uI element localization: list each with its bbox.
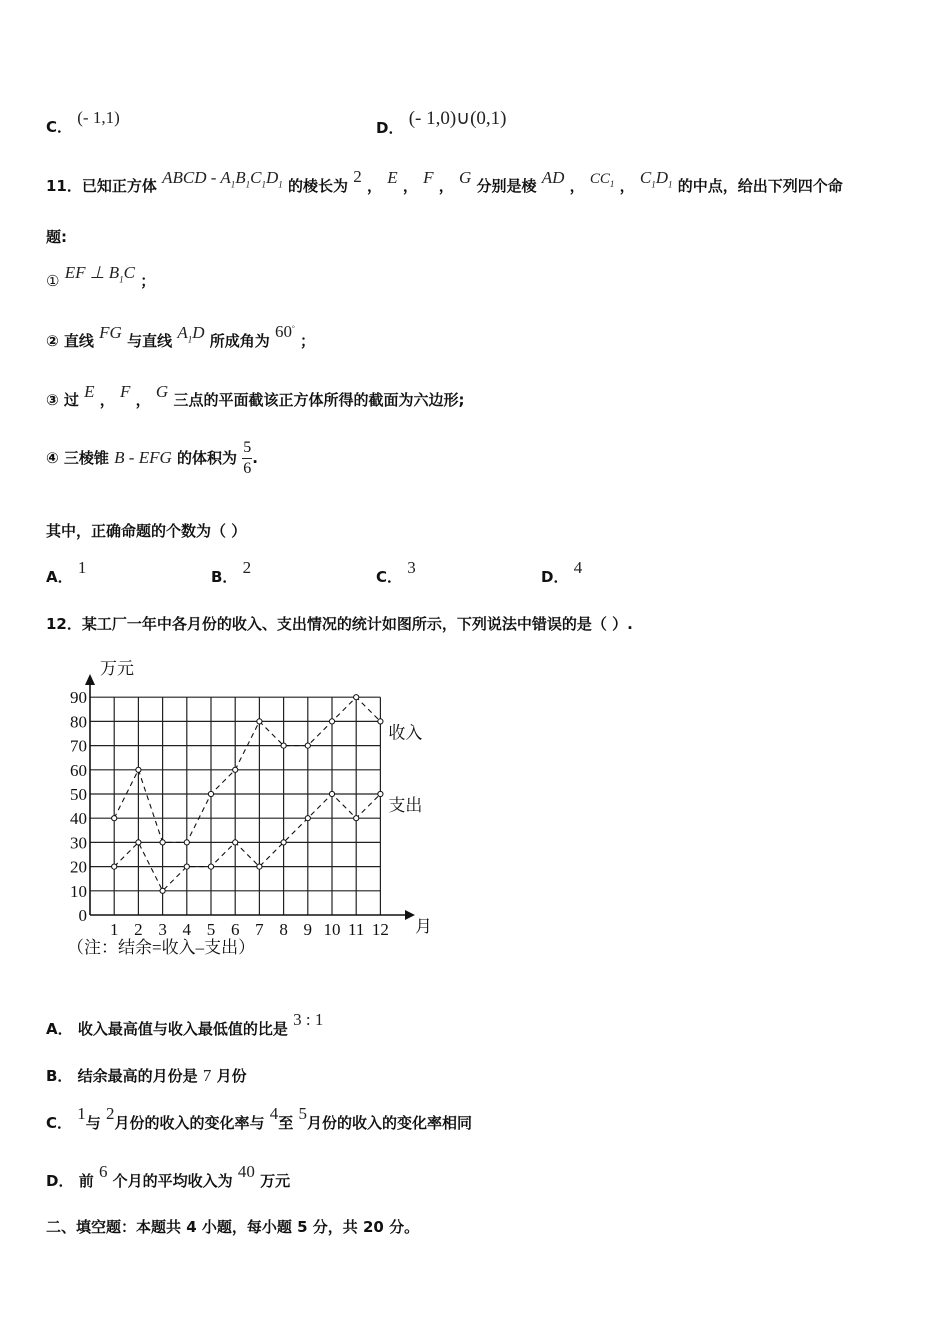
- proposition-2: [46, 322, 316, 352]
- proposition-expression: EF ⊥ $B_1C$: [64, 263, 135, 285]
- line-fg: FG: [99, 323, 122, 342]
- comma: ，: [619, 177, 635, 195]
- y-tick-label: 30: [70, 833, 87, 853]
- edge-c1d1: $C_1D_1$: [639, 168, 673, 190]
- section-heading: 二、填空题：本题共 4 小题，每小题 5 分，共 20 分。: [46, 1218, 420, 1236]
- y-tick-label: 10: [70, 881, 87, 901]
- pyramid-expression: B - EFG: [114, 448, 172, 467]
- data-point: [160, 888, 165, 893]
- data-point: [208, 791, 213, 796]
- y-tick-label: 40: [70, 809, 87, 829]
- chart-note: （注：结余=收入–支出）: [67, 938, 256, 957]
- option-value: 5: [298, 1104, 307, 1123]
- proposition-text: ④ 三棱锥: [46, 449, 109, 467]
- comma: ，: [135, 391, 151, 409]
- option-value: 2: [242, 558, 252, 577]
- stem-text: 的棱长为: [287, 177, 348, 195]
- data-point: [329, 791, 334, 796]
- line-a1d: $A_1D$: [177, 323, 205, 345]
- option-value: 40: [237, 1162, 255, 1181]
- proposition-3: [46, 382, 465, 410]
- proposition-4: [46, 438, 258, 479]
- data-point: [112, 816, 117, 821]
- q12-option-a[interactable]: [46, 1010, 324, 1039]
- volume-fraction: [242, 438, 252, 479]
- option-label: C．: [46, 118, 73, 136]
- data-point: [378, 791, 383, 796]
- option-text: 月份的收入的变化率与: [114, 1114, 265, 1132]
- data-point: [160, 840, 165, 845]
- option-value: 4: [269, 1104, 279, 1123]
- option-value: 6: [98, 1162, 108, 1181]
- option-text: 个月的平均收入为: [112, 1172, 233, 1190]
- proposition-1: [46, 263, 156, 292]
- cube-name: ABCD - $A_1B_1C_1D_1$: [162, 168, 283, 190]
- option-label: D．: [376, 119, 404, 137]
- option-label: A．: [46, 568, 73, 586]
- x-axis-title: 月: [415, 917, 432, 936]
- income-expense-chart: [55, 650, 445, 960]
- data-point: [233, 767, 238, 772]
- option-value: 7: [202, 1066, 212, 1085]
- x-tick-label: 7: [255, 920, 264, 939]
- data-point: [378, 719, 383, 724]
- x-tick-label: 1: [109, 920, 119, 939]
- option-text: 月份的收入的变化率相同: [307, 1114, 473, 1132]
- data-point: [354, 695, 359, 700]
- edge-cc1: $CC_1$: [589, 171, 615, 189]
- x-tick-label: 5: [206, 920, 216, 939]
- y-tick-label: 80: [70, 712, 87, 732]
- y-tick-label: 50: [70, 785, 87, 804]
- data-point: [112, 864, 117, 869]
- option-label: B．: [46, 1067, 73, 1085]
- data-point: [184, 864, 189, 869]
- point-g: G: [458, 168, 472, 187]
- x-tick-label: 10: [323, 920, 341, 939]
- option-value: 3: [407, 558, 416, 577]
- proposition-text: ② 直线: [46, 332, 94, 350]
- x-tick-label: 4: [182, 920, 192, 939]
- edge-ad: AD: [541, 168, 565, 187]
- option-label: D．: [541, 568, 569, 586]
- y-tick-label: 70: [70, 736, 87, 756]
- data-point: [136, 840, 141, 845]
- y-tick-label: 90: [70, 688, 87, 708]
- fraction-denominator: 6: [243, 460, 252, 477]
- point-g: G: [155, 382, 169, 401]
- point-f: F: [423, 168, 434, 187]
- q12-option-b[interactable]: [46, 1065, 247, 1086]
- option-text: 前: [78, 1172, 94, 1190]
- option-text: 至: [278, 1114, 294, 1132]
- q10-option-c[interactable]: [46, 108, 120, 137]
- q12-option-d[interactable]: [46, 1162, 291, 1191]
- option-label: C．: [46, 1114, 73, 1132]
- q11-stem-cont: 题:: [46, 228, 67, 246]
- option-label: A．: [46, 1020, 73, 1038]
- option-value: 4: [573, 558, 583, 577]
- comma: ，: [99, 391, 115, 409]
- y-tick-label: 20: [70, 857, 87, 877]
- data-point: [136, 767, 141, 772]
- data-point: [257, 719, 262, 724]
- x-tick-label: 9: [303, 920, 313, 939]
- data-point: [305, 743, 310, 748]
- edge-length: 2: [353, 167, 362, 186]
- option-value: 2: [106, 1104, 115, 1123]
- option-expression: (- 1,1): [77, 108, 120, 127]
- x-tick-label: 11: [348, 920, 365, 939]
- comma: ，: [569, 177, 585, 195]
- q11-option-a[interactable]: [46, 558, 87, 587]
- stem-text: 的中点，给出下列四个命: [677, 177, 843, 195]
- data-point: [354, 816, 359, 821]
- series-label: 收入: [388, 723, 423, 743]
- option-label: B．: [211, 568, 238, 586]
- proposition-text: 的体积为: [177, 449, 238, 467]
- option-value: 3 : 1: [293, 1010, 324, 1029]
- data-point: [329, 719, 334, 724]
- x-tick-label: 2: [134, 920, 143, 939]
- option-expression: (- 1,0)∪(0,1): [408, 108, 507, 129]
- option-text: 结余最高的月份是: [77, 1067, 198, 1085]
- x-tick-label: 6: [230, 920, 240, 939]
- option-text: 与: [85, 1114, 101, 1132]
- stem-text: 分别是棱: [476, 177, 537, 195]
- option-label: C．: [376, 568, 403, 586]
- proposition-text: ③ 过: [46, 391, 79, 409]
- data-point: [208, 864, 213, 869]
- proposition-text: 三点的平面截该正方体所得的截面为六边形;: [173, 391, 465, 409]
- q11-stem: [46, 167, 843, 197]
- option-label: D．: [46, 1172, 74, 1190]
- q10-option-d[interactable]: [376, 108, 507, 139]
- punctuation: ；: [140, 272, 156, 290]
- angle-value: 60°: [274, 322, 295, 341]
- x-axis-arrow: [405, 910, 415, 920]
- data-point: [257, 864, 262, 869]
- data-point: [184, 840, 189, 845]
- data-point: [281, 743, 286, 748]
- data-point: [233, 840, 238, 845]
- option-text: 收入最高值与收入最低值的比是: [77, 1020, 288, 1038]
- y-axis-arrow: [85, 674, 95, 685]
- point-e: E: [387, 168, 398, 187]
- y-tick-label: 0: [78, 906, 87, 925]
- point-e: E: [84, 382, 95, 401]
- q11-option-c[interactable]: [376, 558, 416, 587]
- comma: ，: [438, 177, 454, 195]
- stem-text: 11．已知正方体: [46, 177, 157, 195]
- punctuation: ；: [300, 332, 316, 350]
- point-f: F: [120, 382, 131, 401]
- q11-option-d[interactable]: [541, 558, 583, 587]
- punctuation: .: [252, 449, 258, 467]
- y-axis-title: 万元: [100, 659, 134, 678]
- x-tick-label: 8: [279, 920, 288, 939]
- option-text: 月份: [216, 1067, 247, 1085]
- proposition-text: 与直线: [127, 332, 173, 350]
- data-point: [281, 840, 286, 845]
- comma: ，: [402, 177, 418, 195]
- comma: ，: [366, 177, 382, 195]
- proposition-text: 所成角为: [209, 332, 270, 350]
- x-tick-label: 3: [158, 920, 167, 939]
- data-point: [305, 816, 310, 821]
- x-tick-label: 12: [371, 920, 389, 939]
- series-label: 支出: [388, 796, 423, 815]
- q11-question: 其中，正确命题的个数为（ ）: [46, 522, 247, 540]
- circled-number: ①: [46, 272, 60, 290]
- q12-option-c[interactable]: [46, 1104, 473, 1133]
- q11-option-b[interactable]: [211, 558, 252, 587]
- option-value: 1: [77, 558, 87, 577]
- y-tick-label: 60: [70, 760, 87, 780]
- option-value: 1: [77, 1104, 86, 1123]
- fraction-numerator: 5: [242, 438, 252, 459]
- option-text: 万元: [260, 1172, 291, 1190]
- q12-stem: 12．某工厂一年中各月份的收入、支出情况的统计如图所示，下列说法中错误的是（ ）.: [46, 615, 633, 633]
